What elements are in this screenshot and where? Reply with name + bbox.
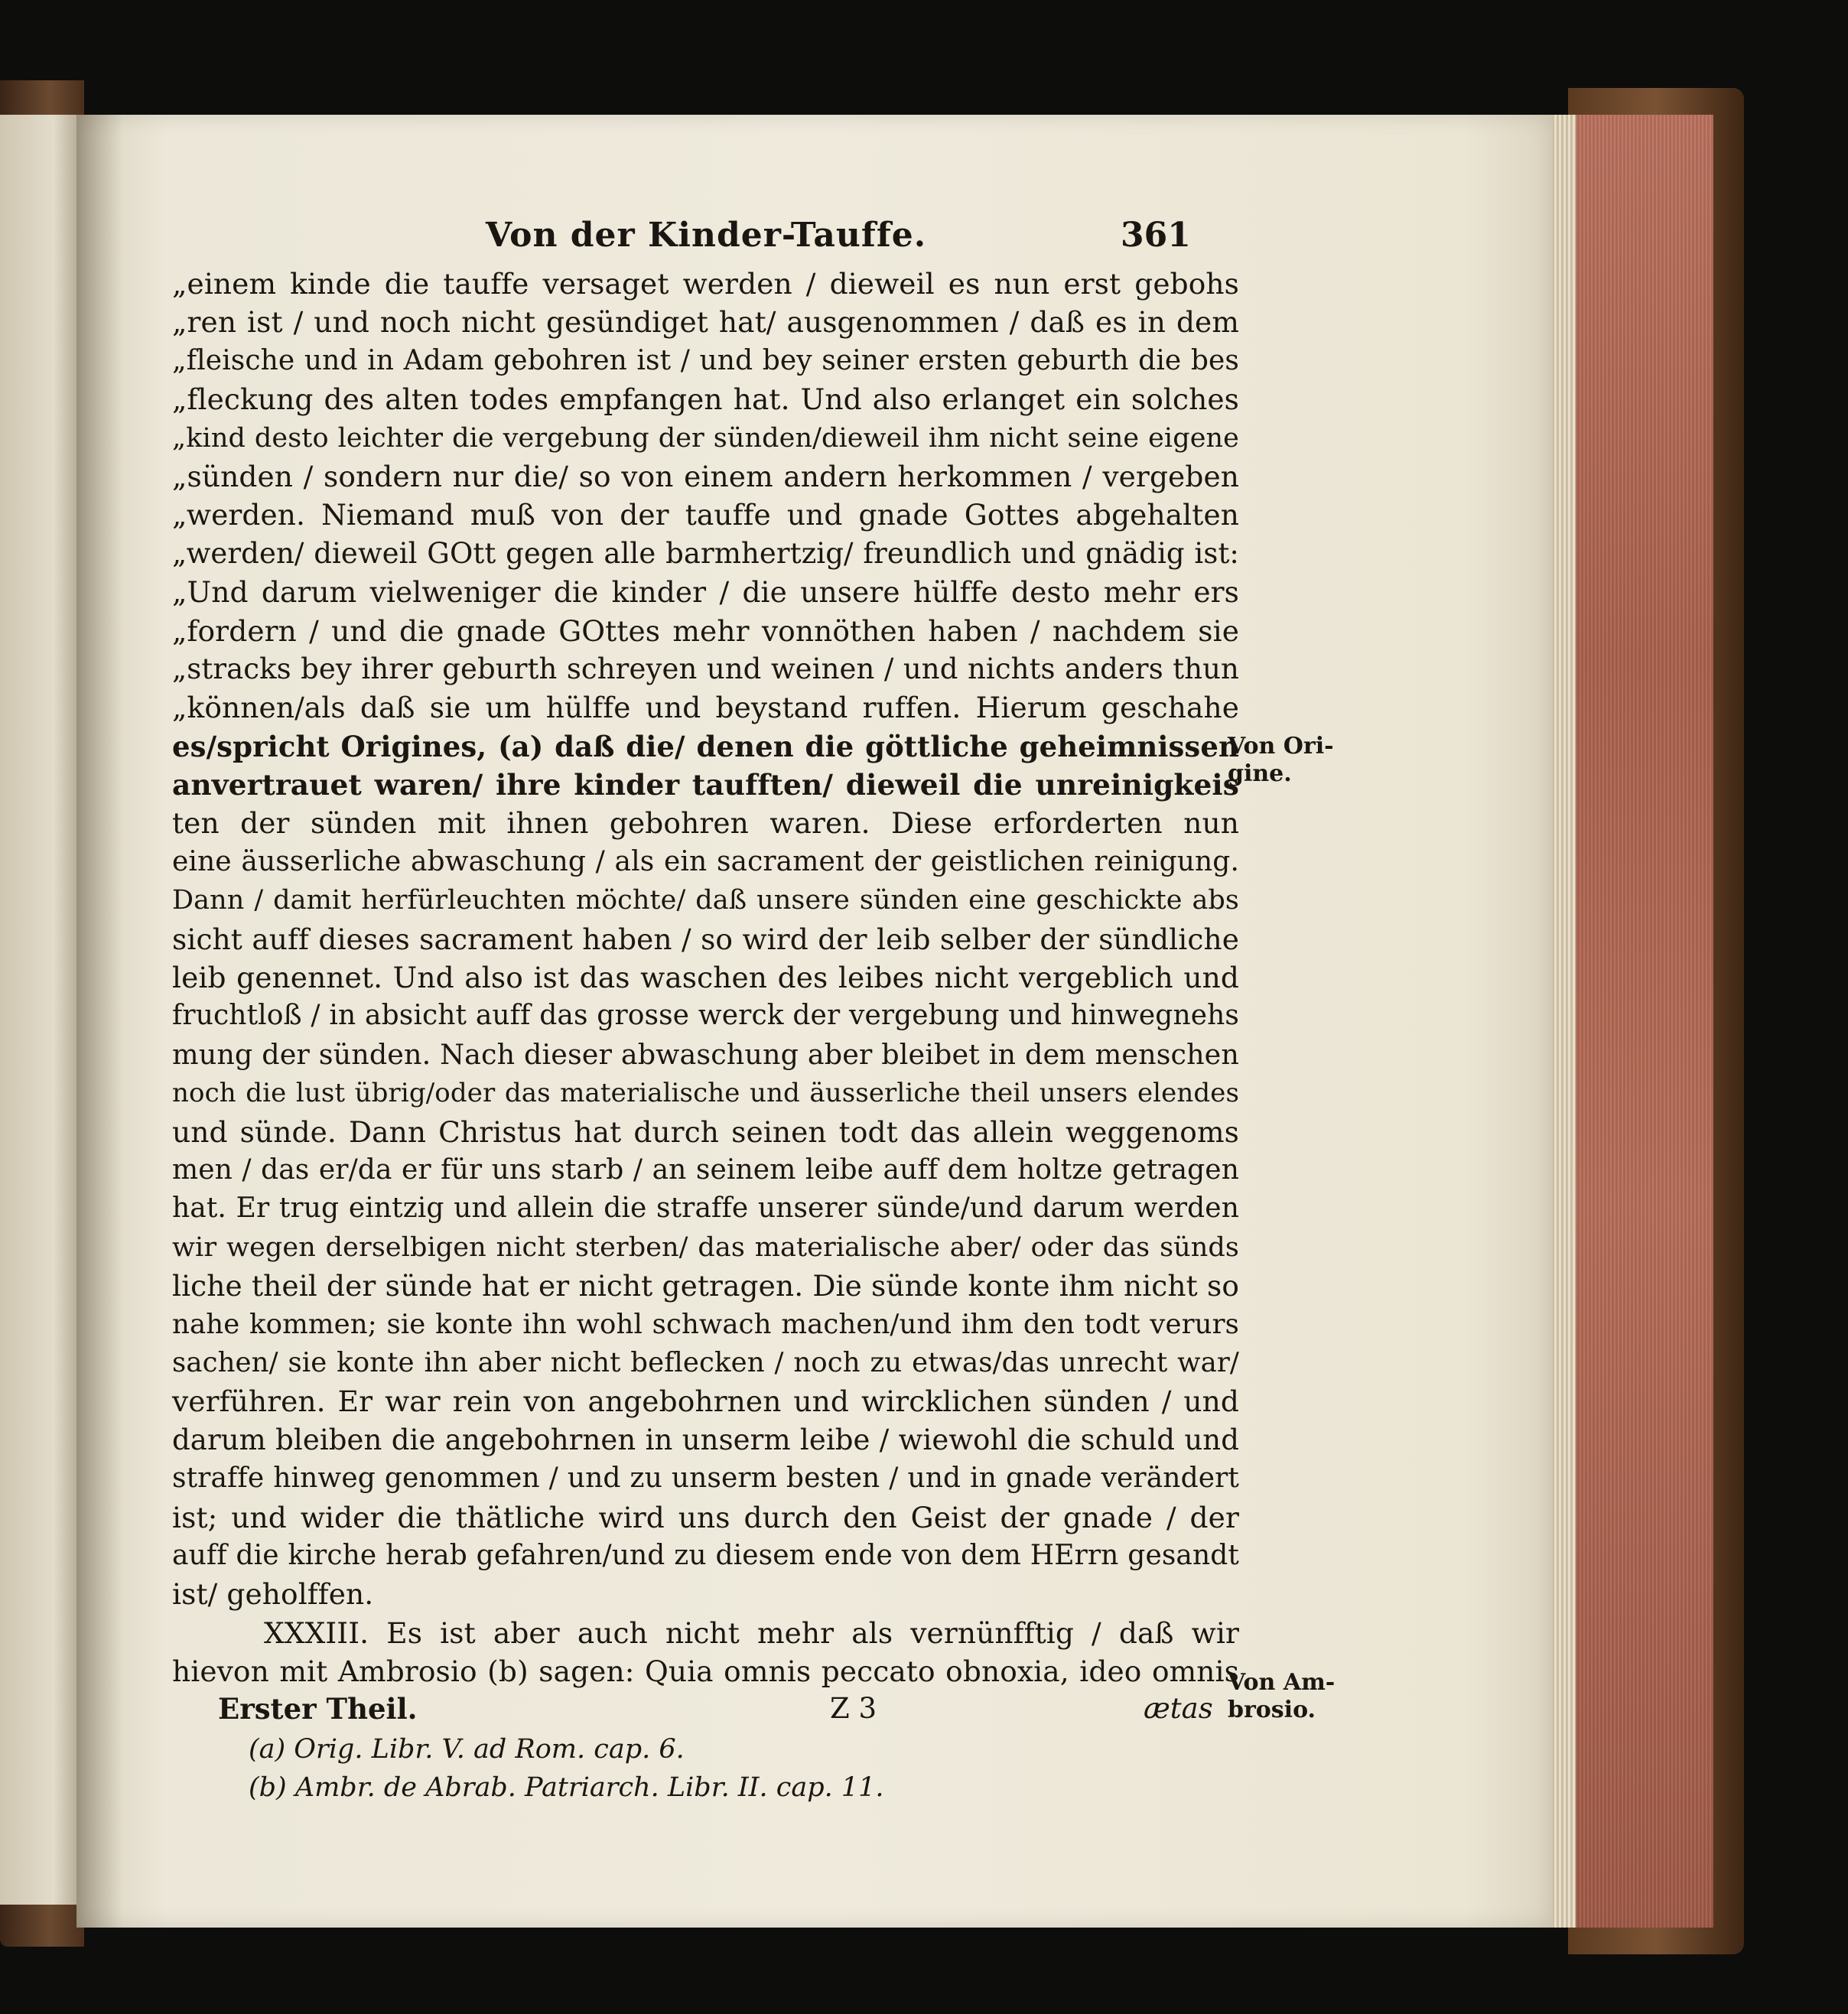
- text-line: „fleckung des alten todes empfangen hat. Und also erlanget ein solches: [172, 382, 1239, 417]
- page-number: 361: [1121, 216, 1191, 255]
- text-line: „werden/ dieweil GOtt gegen alle barmhertzig/ freundlich und gnädig ist:: [172, 536, 1239, 570]
- text-line: sicht auff dieses sacrament haben / so wird der leib selber der sündliche: [172, 922, 1239, 956]
- catchword: ætas: [1144, 1692, 1213, 1726]
- text-line: ten der sünden mit ihnen gebohren waren. Diese erforderten nun: [172, 806, 1239, 841]
- gutter-shadow: [76, 115, 122, 1928]
- text-line: hievon mit Ambrosio (b) sagen: Quia omnis peccato obnoxia, ideo omnis: [172, 1654, 1239, 1689]
- signature-label: Erster Theil.: [218, 1692, 418, 1726]
- text-line: sachen/ sie konte ihn aber nicht beflecken / noch zu etwas/das unrecht war/: [172, 1346, 1239, 1378]
- text-line: „fordern / und die gnade GOttes mehr vonnöthen haben / nachdem sie: [172, 613, 1239, 648]
- text-line: es/spricht Origines, (a) daß die/ denen die göttliche geheimnissen: [172, 729, 1239, 763]
- text-line: fruchtloß / in absicht auff das grosse werck der vergebung und hinwegnehs: [172, 1000, 1239, 1032]
- text-line: „sünden / sondern nur die/ so von einem andern herkommen / vergeben: [172, 459, 1239, 493]
- text-line: liche theil der sünde hat er nicht getragen. Die sünde konte ihm nicht so: [172, 1269, 1239, 1303]
- text-line: nahe kommen; sie konte ihn wohl schwach machen/und ihm den todt verurs: [172, 1308, 1239, 1340]
- text-line: eine äusserliche abwaschung / als ein sacrament der geistlichen reinigung.: [172, 845, 1239, 877]
- text-line: „stracks bey ihrer geburth schreyen und weinen / und nichts anders thun: [172, 652, 1239, 685]
- text-line: anvertrauet waren/ ihre kinder taufften/ dieweil die unreinigkeis: [172, 768, 1239, 802]
- text-line: darum bleiben die angebohrnen in unserm leibe / wiewohl die schuld und: [172, 1423, 1239, 1456]
- marginal-line: Von Ori-: [1228, 733, 1334, 760]
- page-header: [172, 216, 1239, 265]
- footnote-b: (b) Ambr. de Abrab. Patriarch. Libr. II. cap. 11.: [249, 1772, 884, 1804]
- footnotes: [172, 1730, 1239, 1807]
- text-line: wir wegen derselbigen nicht sterben/ das materialische aber/ oder das sünds: [172, 1232, 1239, 1263]
- text-line: „fleische und in Adam gebohren ist / und bey seiner ersten geburth die bes: [172, 344, 1239, 376]
- left-page-edge: [0, 115, 76, 1905]
- text-line: „ren ist / und noch nicht gesündiget hat/ ausgenommen / daß es in dem: [172, 305, 1239, 340]
- text-line: ist/ geholffen.: [172, 1577, 374, 1612]
- text-line: ist; und wider die thätliche wird uns durch den Geist der gnade / der: [172, 1500, 1239, 1534]
- fore-edge: [1560, 115, 1713, 1928]
- text-line: „werden. Niemand muß von der tauffe und gnade Gottes abgehalten: [172, 498, 1239, 532]
- text-line: auff die kirche herab gefahren/und zu diesem ende von dem HErrn gesandt: [172, 1539, 1239, 1571]
- text-line: „können/als daß sie um hülffe und beystand ruffen. Hierum geschahe: [172, 691, 1239, 725]
- marginal-note-ambrosio: [1228, 1669, 1335, 1724]
- text-line: noch die lust übrig/oder das materialische und äusserliche theil unsers elendes: [172, 1078, 1239, 1109]
- footnote-a: (a) Orig. Libr. V. ad Rom. cap. 6.: [249, 1734, 685, 1765]
- text-line: „Und darum vielweniger die kinder / die unsere hülffe desto mehr ers: [172, 575, 1239, 610]
- catchline: [172, 1690, 1239, 1730]
- text-line: men / das er/da er für uns starb / an seinem leibe auff dem holtze getragen: [172, 1153, 1239, 1186]
- text-line: hat. Er trug eintzig und allein die straffe unserer sünde/und darum werden: [172, 1192, 1239, 1225]
- marginal-line: brosio.: [1228, 1697, 1316, 1723]
- text-line: straffe hinweg genommen / und zu unserm besten / und in gnade verändert: [172, 1463, 1239, 1495]
- text-line: „einem kinde die tauffe versaget werden / dieweil es nun erst gebohs: [172, 267, 1239, 301]
- text-line: und sünde. Dann Christus hat durch seinen todt das allein weggenoms: [172, 1114, 1239, 1149]
- page-content: [172, 216, 1239, 1807]
- section-start-line: XXXIII. Es ist aber auch nicht mehr als vernünfftig / daß wir: [264, 1615, 1239, 1650]
- body-text: [172, 265, 1239, 1690]
- text-line: leib genennet. Und also ist das waschen des leibes nicht vergeblich und: [172, 961, 1239, 995]
- signature-mark: Z 3: [830, 1692, 877, 1726]
- running-title: Von der Kinder-Tauffe.: [486, 216, 927, 255]
- marginal-note-origines: [1228, 733, 1334, 788]
- text-line: mung der sünden. Nach dieser abwaschung aber bleibet in dem menschen: [172, 1037, 1239, 1071]
- text-line: Dann / damit herfürleuchten möchte/ daß unsere sünden eine geschickte abs: [172, 885, 1239, 916]
- marginal-line: Von Am-: [1228, 1669, 1336, 1696]
- text-line: „kind desto leichter die vergebung der sünden/dieweil ihm nicht seine eigene: [172, 422, 1239, 454]
- marginal-line: gine.: [1228, 760, 1292, 787]
- text-line: verführen. Er war rein von angebohrnen und wircklichen sünden / und: [172, 1384, 1239, 1419]
